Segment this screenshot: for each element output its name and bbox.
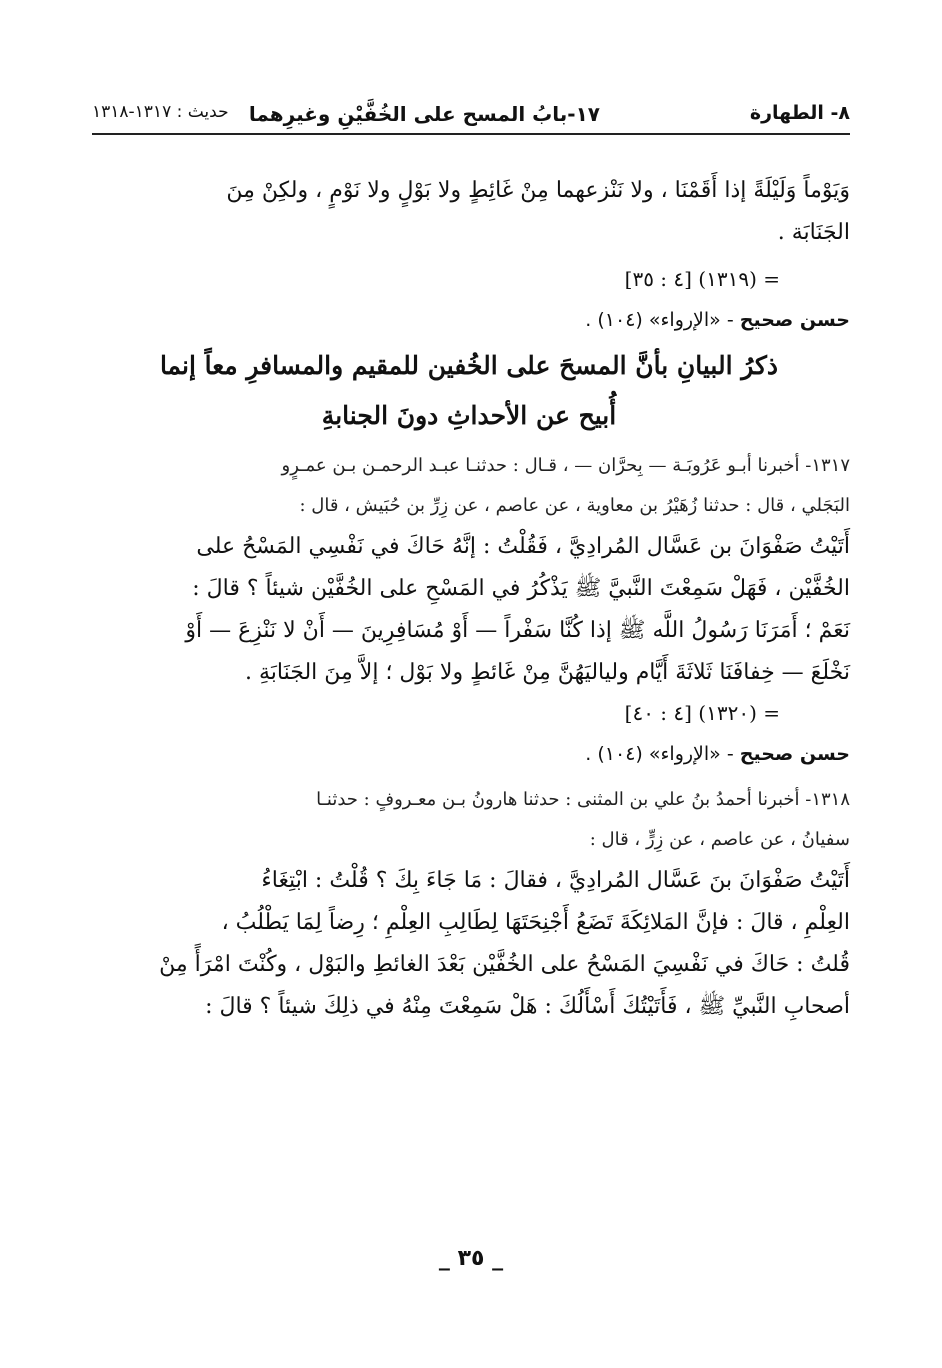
cross-reference-1320: = (١٣٢٠) [٤ : ٤٠] xyxy=(624,701,780,725)
hadith-1318-matn-2: العِلْمِ ، قالَ : فإنَّ المَلائِكَةَ تَضَعُ أَجْنِحَتَهَا لِطَالِبِ العِلْمِ ؛ رِضاً لِمَا يَطْلُبُ ، xyxy=(221,910,850,935)
page-body xyxy=(88,170,850,1028)
intro-line-2: الجَنَابَة . xyxy=(777,220,850,245)
chapter-title: ١٧-بابُ المسح على الخُفَّيْنِ وغيرِهما xyxy=(248,102,600,126)
hadith-1318-matn-4: أصحابِ النَّبيِّ ﷺ ، فَأَتَيْتُكَ أَسْأَلُكَ : هَلْ سَمِعْتَ مِنْهُ في ذلِكَ شيئاً ؟ قالَ : xyxy=(205,994,850,1019)
page-number: _ ٣٥ _ xyxy=(438,1246,504,1271)
hadith-1318-matn-3: قُلتُ : حَاكَ في نَفْسِيَ المَسْحُ على الخُفَّيْن بَعْدَ الغائطِ والبَوْل ، وكُنْتَ امْرَأً مِنْ xyxy=(159,952,850,977)
grading-1316 xyxy=(88,302,850,338)
grade-label: حسن صحيح xyxy=(739,309,850,331)
grade-label: حسن صحيح xyxy=(739,743,850,765)
hadith-1317-matn-3: نَعَمْ ؛ أَمَرَنَا رَسُولُ اللَّه ﷺ إذا كُنَّا سَفْراً — أَوْ مُسَافِرِينَ — أَنْ لا نَنْزِعَ — أَوْ xyxy=(185,618,850,643)
header-rule xyxy=(92,133,850,135)
section-title-line-1: ذكرُ البيانِ بأنَّ المسحَ على الخُفين للمقيم والمسافرِ معاً إنما xyxy=(159,351,779,380)
hadith-range: حديث : ١٣١٧-١٣١٨ xyxy=(92,102,229,122)
hadith-1317-isnad-1: ١٣١٧- أخبرنا أبـو عَرُوبَـة — بِحرَّان — ، قـال : حدثنـا عبـد الرحمـن بـن عمـرٍو xyxy=(281,455,850,476)
section-title-line-2: أُبيح عن الأحداثِ دونَ الجنابةِ xyxy=(321,401,617,430)
grade-source: - «الإرواء» (١٠٤) . xyxy=(585,743,740,765)
grading-1317 xyxy=(88,736,850,772)
hadith-1318-isnad-1: ١٣١٨- أخبرنا أحمدُ بنُ علي بن المثنى : حدثنا هارونُ بـن معـروفٍ : حدثنـا xyxy=(316,789,850,810)
hadith-1318-isnad-2: سفيانُ ، عن عاصم ، عن زِرٍّ ، قال : xyxy=(589,829,850,850)
hadith-1317-matn-1: أَتَيْتُ صَفْوَانَ بن عَسَّال المُرادِيَّ ، فَقُلْتُ : إنَّهُ حَاكَ في نَفْسِي المَسْحُ على xyxy=(196,534,850,559)
grade-source: - «الإرواء» (١٠٤) . xyxy=(585,309,740,331)
book-title: ٨- الطهارة xyxy=(749,102,850,124)
cross-reference-1319: = (١٣١٩) [٤ : ٣٥] xyxy=(624,267,780,291)
intro-line-1: وَيَوْماً وَلَيْلَةً إذا أَقَمْنَا ، ولا نَنْزعهما مِنْ غَائِطٍ ولا بَوْلٍ ولا نَوْمٍ ، ولكِنْ مِنَ xyxy=(226,178,850,203)
hadith-1318-matn-1: أَتَيْتُ صَفْوَانَ بنَ عَسَّال المُرادِيَّ ، فقالَ : مَا جَاءَ بِكَ ؟ قُلْتُ : ابْتِغَاءُ xyxy=(261,868,850,893)
hadith-1317-isnad-2: البَجَلي ، قال : حدثنا زُهَيْرُ بن معاوية ، عن عاصم ، عن زِرِّ بن حُبَيش ، قال : xyxy=(299,495,850,516)
running-header xyxy=(92,96,850,130)
hadith-1317-matn-2: الخُفَّيْن ، فَهَلْ سَمِعْتَ النَّبيَّ ﷺ يَذْكُرُ في المَسْحِ على الخُفَّيْن شيئاً ؟ قالَ : xyxy=(192,576,850,601)
hadith-1317-matn-4: نَخْلَعَ — خِفافَنَا ثَلاثَةَ أَيَّام ولياليَهُنَّ مِنْ غَائطٍ ولا بَوْل ؛ إلاَّ مِنَ الجَنَابَةِ . xyxy=(245,660,850,685)
